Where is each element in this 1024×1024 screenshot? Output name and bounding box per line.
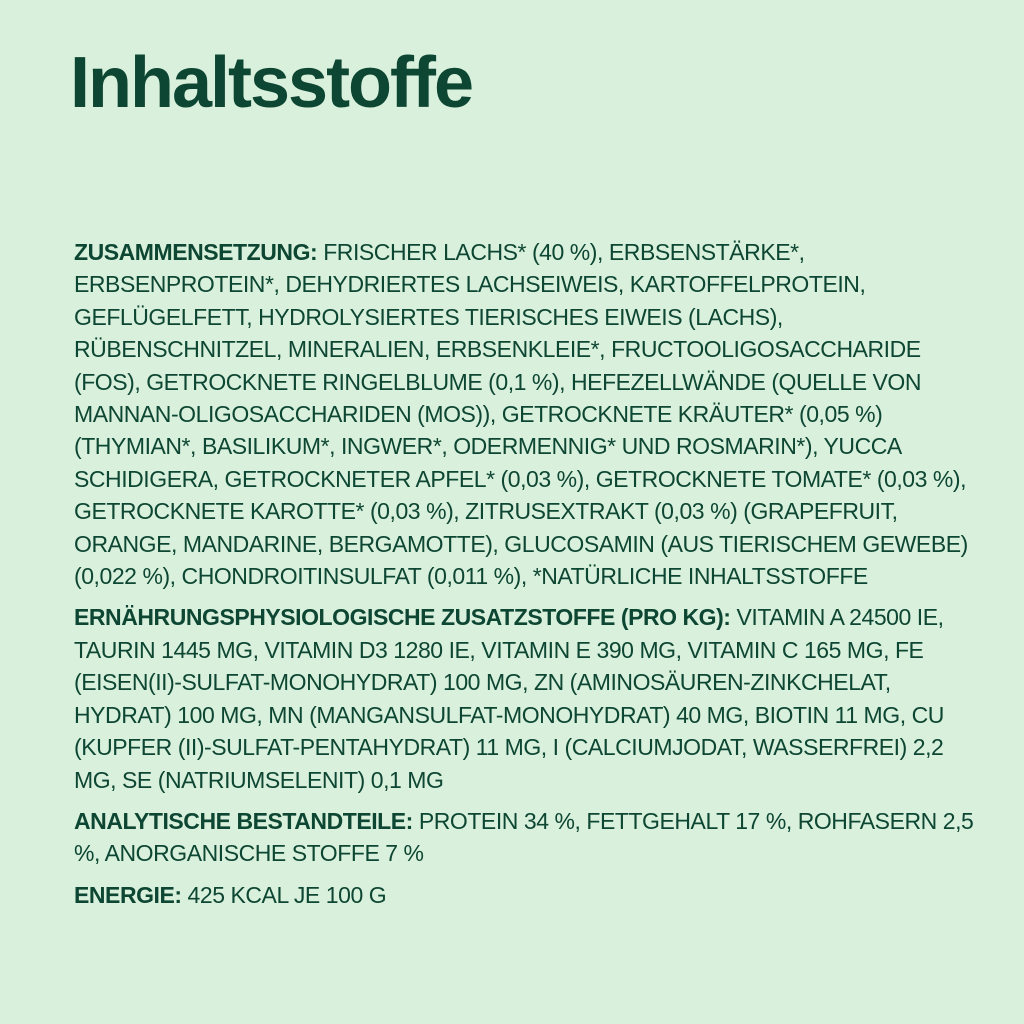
page-title: Inhaltsstoffe — [70, 43, 473, 123]
section-composition — [74, 236, 974, 592]
section-energy — [74, 879, 974, 911]
section-label-additives: ERNÄHRUNGSPHYSIOLOGISCHE ZUSATZSTOFFE (PRO KG): — [74, 604, 731, 631]
section-label-composition: ZUSAMMENSETZUNG: — [74, 239, 318, 265]
section-label-analytical: ANALYTISCHE BESTANDTEILE: — [74, 807, 413, 834]
ingredients-content — [74, 236, 974, 920]
section-text-analytical: PROTEIN 34 %, FETTGEHALT 17 %, ROHFASERN 2,5 %, ANORGANISCHE STOFFE 7 % — [74, 807, 974, 867]
section-text-composition: FRISCHER LACHS* (40 %), ERBSENSTÄRKE*, ERBSENPROTEIN*, DEHYDRIERTES LACHSEIWEIS, KARTOFFELPROTEIN, GEFLÜGELFETT, HYDROLYSIERTES TIERISCHES EIWEIS (LACHS), RÜBENSCHNITZEL, MINERALIEN, ERBSENKLEIE*, FRUCTOOLIGOSACCHARIDE (FOS), GETROCKNETE RINGELBLUME (0,1 %), HEFEZELLWÄNDE (QUELLE VON MANNAN-OLIGOSACCHARIDEN (MOS)), GETROCKNETE KRÄUTER* (0,05 %) (THYMIAN*, BASILIKUM*, INGWER*, ODERMENNIG* UND ROSMARIN*), YUCCA SCHIDIGERA, GETROCKNETER APFEL* (0,03 %), GETROCKNETE TOMATE* (0,03 %), GETROCKNETE KAROTTE* (0,03 %), ZITRUSEXTRAKT (0,03 %) (GRAPEFRUIT, ORANGE, MANDARINE, BERGAMOTTE), GLUCOSAMIN (AUS TIERISCHEM GEWEBE) (0,022 %), CHONDROITINSULFAT (0,011 %), *NATÜRLICHE INHALTSSTOFFE — [74, 239, 968, 590]
section-text-additives: VITAMIN A 24500 IE, TAURIN 1445 MG, VITAMIN D3 1280 IE, VITAMIN E 390 MG, VITAMIN C 165 MG, FE (EISEN(II)-SULFAT-MONOHYDRAT) 100 MG, ZN (AMINOSÄUREN-ZINKCHELAT, HYDRAT) 100 MG, MN (MANGANSULFAT-MONOHYDRAT) 40 MG, BIOTIN 11 MG, CU (KUPFER (II)-SULFAT-PENTAHYDRAT) 11 MG, I (CALCIUMJODAT, WASSERFREI) 2,2 MG, SE (NATRIUMSELENIT) 0,1 MG — [74, 604, 944, 793]
section-additives — [74, 601, 974, 795]
section-analytical — [74, 805, 974, 870]
section-label-energy: ENERGIE: — [74, 881, 182, 908]
section-text-energy: 425 KCAL JE 100 G — [187, 881, 387, 908]
